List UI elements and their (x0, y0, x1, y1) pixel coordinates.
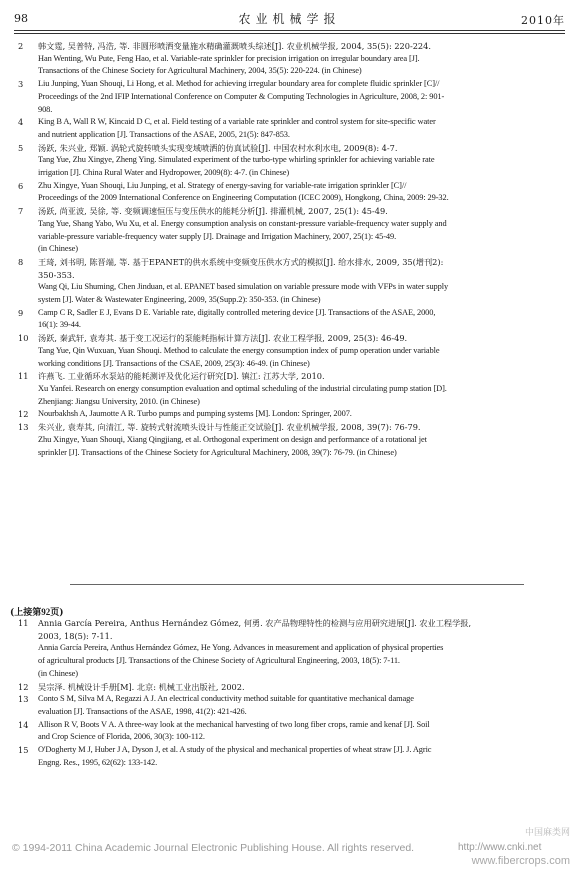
reference-number: 14 (18, 719, 29, 730)
reference-line: variable-pressure variable-frequency water supply [J]. Drainage and Irrigation Machinery, 2007, 25(1): 45-49. (38, 231, 397, 241)
reference-entry (0, 142, 579, 180)
reference-line: Zhu Xingye, Yuan Shouqi, Liu Junping, et al. Strategy of energy-saving for variable-rate irrigation sprinkler [C]// (38, 180, 407, 190)
reference-entry (0, 693, 579, 718)
page-header (14, 8, 565, 28)
reference-line: Proceedings of the 2nd IFIP International Conference on Computer & Computing Technologies in Agriculture, 2008, 2: 901- (38, 91, 445, 101)
reference-entry (0, 116, 579, 141)
reference-number: 7 (18, 206, 24, 217)
reference-line: Liu Junping, Yuan Shouqi, Li Hong, et al. Method for achieving irregular boundary area for complete fluidic sprinkler [C]// (38, 79, 440, 89)
reference-line: Conto S M, Silva M A, Regazzi A J. An electrical conductivity method suitable for quantitative mechanical damage (38, 694, 414, 704)
reference-number: 11 (18, 618, 29, 628)
reference-number: 12 (18, 681, 29, 692)
reference-line: Han Wenting, Wu Pute, Feng Hao, et al. Variable-rate sprinkler for precision irrigation on irregular boundary area [J]. (38, 53, 420, 63)
reference-line: 16(1): 39-44. (38, 320, 81, 330)
reference-line: 王琦, 刘书明, 陈晋端, 等. 基于EPANET的供水系统中变频变压供水方式的模拟[J]. 给水排水, 2009, 35(增刊2): (38, 256, 444, 267)
issue-year: 2010年 (521, 14, 565, 27)
reference-line: 朱兴业, 袁寿其, 向清江, 等. 旋转式射流喷头设计与性能正交试验[J]. 农业机械学报, 2008, 39(7): 76-79. (38, 422, 421, 433)
reference-entry (0, 332, 579, 370)
reference-line: 汤跃, 秦武轩, 袁寿其. 基于变工况运行的泵能耗指标计算方法[J]. 农业工程学报, 2009, 25(3): 46-49. (38, 333, 408, 344)
reference-line: Wang Qi, Liu Shuming, Chen Jinduan, et al. EPANET based simulation on variable pressure mode with VFPs in water supply (38, 282, 449, 292)
reference-number: 11 (18, 371, 29, 382)
reference-line: Tang Yue, Shang Yabo, Wu Xu, et al. Energy consumption analysis on constant-pressure variable-frequency water supply and (38, 218, 447, 228)
reference-number: 12 (18, 409, 29, 420)
cnki-link[interactable]: http://www.cnki.net (458, 842, 542, 853)
reference-line: 吴宗泽. 机械设计手册[M]. 北京: 机械工业出版社, 2002. (38, 681, 245, 692)
reference-list-top (0, 40, 579, 459)
reference-line: evaluation [J]. Transactions of the ASAE, 1998, 41(2): 421-426. (38, 706, 247, 716)
reference-line: of agricultural products [J]. Transactions of the Chinese Society of Agricultural Engineering, 2003, 18(5): 7-11. (38, 656, 400, 666)
reference-line: 908. (38, 104, 53, 114)
reference-number: 6 (18, 180, 24, 191)
reference-number: 4 (18, 117, 24, 128)
reference-entry (0, 256, 579, 307)
reference-line: (in Chinese) (38, 244, 78, 254)
reference-line: Xu Yanfei. Research on energy consumption evaluation and optimal scheduling of the industrial circulating pump station [D]. (38, 383, 447, 393)
reference-number: 5 (18, 142, 24, 153)
reference-line: Zhu Xingye, Yuan Shouqi, Xiang Qingjiang, et al. Orthogonal experiment on design and performance of a rotational jet (38, 434, 427, 444)
copyright-notice: © 1994-2011 China Academic Journal Electronic Publishing House. All rights reserved. (12, 842, 415, 854)
reference-line: system [J]. Water & Wastewater Engineering, 2009, 35(Supp.2): 350-353. (in Chinese) (38, 295, 321, 305)
reference-line: Engng. Res., 1995, 62(62): 133-142. (38, 757, 158, 767)
reference-entry (0, 307, 579, 332)
header-rule-thin (14, 33, 565, 34)
reference-entry (0, 744, 579, 769)
reference-entry (0, 205, 579, 256)
watermark-url: www.fibercrops.com (471, 855, 570, 867)
reference-line: Camp C R, Sadler E J, Evans D E. Variable rate, digitally controlled metering device [J]. Transactions of the ASAE, 2000, (38, 307, 436, 317)
reference-line: sprinkler [J]. Transactions of the Chinese Society for Agricultural Machinery, 2008, 39(7): 76-79. (in Chinese) (38, 447, 397, 457)
reference-number: 3 (18, 79, 24, 90)
reference-line: Proceedings of the 2009 International Conference on Engineering Computation (ICEC 2009), Hongkong, China, 2009: 29-32. (38, 193, 449, 203)
reference-number: 13 (18, 694, 29, 705)
continuation-note: (上接第92页) (10, 607, 64, 618)
reference-entry (0, 40, 579, 78)
reference-line: and nutrient application [J]. Transactions of the ASAE, 2005, 21(5): 847-853. (38, 129, 290, 139)
watermark-title: 中国麻类网 (524, 827, 570, 837)
reference-line: 汤跃, 朱兴业, 郑颖. 涡轮式旋转喷头实现变域喷洒的仿真试验[J]. 中国农村水利水电, 2009(8): 4-7. (38, 142, 398, 153)
reference-line: 汤跃, 尚亚波, 吴徐, 等. 变频调速恒压与变压供水的能耗分析[J]. 排灌机械, 2007, 25(1): 45-49. (38, 206, 388, 217)
reference-number: 9 (18, 307, 24, 318)
reference-line: 许燕飞. 工业循环水泵站的能耗测评及优化运行研究[D]. 镇江: 江苏大学, 2010. (38, 371, 325, 382)
reference-line: King B A, Wall R W, Kincaid D C, et al. Field testing of a variable rate sprinkler and control system for site-specific water (38, 117, 436, 127)
reference-line: 2003, 18(5): 7-11. (38, 630, 113, 641)
journal-title: 农业机械学报 (238, 12, 341, 26)
reference-line: Annia García Pereira, Anthus Hernández Gómez, 何勇. 农产品物理特性的检测与应用研究进展[J]. 农业工程学报, (38, 618, 472, 628)
reference-line: and Crop Science of Florida, 2006, 30(3): 100-112. (38, 732, 205, 742)
reference-entry (0, 617, 579, 681)
reference-number: 15 (18, 745, 29, 756)
reference-line: Nourbakhsh A, Jaumotte A R. Turbo pumps and pumping systems [M]. London: Springer, 2007. (38, 409, 352, 419)
reference-number: 10 (18, 333, 29, 344)
reference-line: Zhenjiang: Jiangsu University, 2010. (in Chinese) (38, 396, 200, 406)
reference-entry (0, 681, 579, 694)
reference-line: Tang Yue, Qin Wuxuan, Yuan Shouqi. Method to calculate the energy consumption index of pump operation under variable (38, 345, 440, 355)
reference-line: Transactions of the Chinese Society for Agricultural Machinery, 2004, 35(5): 220-224. (in Chinese) (38, 66, 362, 76)
article-separator (70, 584, 524, 585)
reference-entry (0, 408, 579, 421)
reference-line: O'Dogherty M J, Huber J A, Dyson J, et al. A study of the physical and mechanical properties of wheat straw [J]. J. Agric (38, 745, 432, 755)
reference-number: 2 (18, 41, 24, 51)
reference-entry (0, 719, 579, 744)
reference-line: 350-353. (38, 269, 75, 280)
reference-number: 8 (18, 256, 24, 267)
reference-line: (in Chinese) (38, 668, 78, 678)
reference-line: working conditions [J]. Transactions of the CSAE, 2009, 25(3): 46-49. (in Chinese) (38, 358, 310, 368)
reference-line: 韩文霆, 吴普特, 冯浩, 等. 非圆形喷洒变量施水精确灌溉喷头综述[J]. 农业机械学报, 2004, 35(5): 220-224. (38, 41, 431, 51)
header-rule (14, 30, 565, 31)
reference-line: irrigation [J]. China Rural Water and Hydropower, 2009(8): 4-7. (in Chinese) (38, 168, 290, 178)
reference-entry (0, 421, 579, 459)
reference-line: Tang Yue, Zhu Xingye, Zheng Ying. Simulated experiment of the turbo-type whirling sprinkler for achieving variable rate (38, 155, 435, 165)
page-number: 98 (14, 12, 28, 25)
reference-entry (0, 78, 579, 116)
reference-line: Annia García Pereira, Anthus Hernández Gómez, He Yong. Advances in measurement and application of physical properties (38, 643, 444, 653)
reference-number: 13 (18, 422, 29, 433)
reference-entry (0, 370, 579, 408)
reference-list-bottom (0, 617, 579, 769)
reference-line: Allison R V, Boots V A. A three-way look at the mechanical harvesting of two long fiber crops, ramie and kenaf [J]. Soil (38, 719, 430, 729)
reference-entry (0, 180, 579, 205)
